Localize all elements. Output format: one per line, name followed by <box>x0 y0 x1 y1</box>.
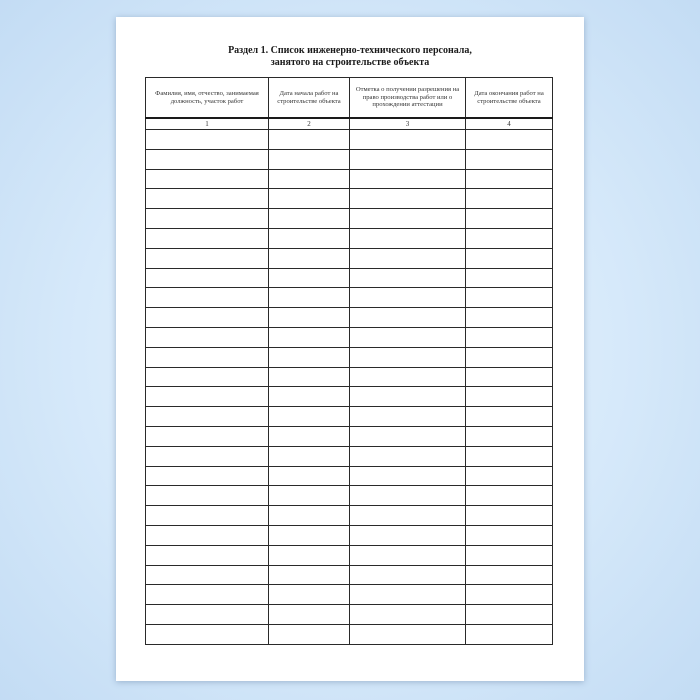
table-cell <box>146 169 269 189</box>
table-cell <box>146 605 269 625</box>
table-row <box>146 268 553 288</box>
table-cell <box>146 466 269 486</box>
table-cell <box>350 347 466 367</box>
table-cell <box>350 248 466 268</box>
table-cell <box>350 268 466 288</box>
table-cell <box>466 189 553 209</box>
table-cell <box>269 367 350 387</box>
table-cell <box>269 466 350 486</box>
table-cell <box>269 228 350 248</box>
table-cell <box>269 209 350 229</box>
table-cell <box>350 387 466 407</box>
table-cell <box>269 605 350 625</box>
table-cell <box>146 426 269 446</box>
table-cell <box>466 565 553 585</box>
table-cell <box>350 407 466 427</box>
table-cell <box>146 387 269 407</box>
table-cell <box>466 545 553 565</box>
table-cell <box>350 624 466 644</box>
table-row <box>146 486 553 506</box>
table-cell <box>350 446 466 466</box>
table-cell <box>350 209 466 229</box>
table-cell <box>466 426 553 446</box>
table-cell <box>146 446 269 466</box>
table-cell <box>350 466 466 486</box>
column-number: 2 <box>269 118 350 130</box>
table-cell <box>269 545 350 565</box>
table-cell <box>466 446 553 466</box>
table-cell <box>146 347 269 367</box>
column-number: 4 <box>466 118 553 130</box>
table-cell <box>269 327 350 347</box>
title-line-1: Раздел 1. Список инженерно-технического персонала, <box>228 45 472 56</box>
table-cell <box>146 228 269 248</box>
table-cell <box>269 268 350 288</box>
table-cell <box>269 308 350 328</box>
table-cell <box>146 288 269 308</box>
table-cell <box>146 268 269 288</box>
column-number-row <box>146 118 553 130</box>
table-cell <box>146 525 269 545</box>
table-row <box>146 189 553 209</box>
table-row <box>146 209 553 229</box>
table-row <box>146 387 553 407</box>
table-row <box>146 288 553 308</box>
table-cell <box>350 308 466 328</box>
document-title <box>116 45 584 69</box>
table-cell <box>350 506 466 526</box>
table-row <box>146 585 553 605</box>
table-cell <box>466 169 553 189</box>
table-cell <box>269 585 350 605</box>
table-cell <box>146 248 269 268</box>
header-start-date: Дата начала работ на строительстве объекта <box>269 78 350 119</box>
table-cell <box>466 327 553 347</box>
table-cell <box>269 565 350 585</box>
table-row <box>146 426 553 446</box>
table-row <box>146 149 553 169</box>
table-cell <box>269 486 350 506</box>
header-full-name-position: Фамилия, имя, отчество, занимаемая должность, участок работ <box>146 78 269 119</box>
table-cell <box>269 288 350 308</box>
table-row <box>146 407 553 427</box>
table-row <box>146 367 553 387</box>
table-cell <box>350 486 466 506</box>
table-row <box>146 169 553 189</box>
table-cell <box>269 525 350 545</box>
table-cell <box>146 149 269 169</box>
table-cell <box>466 268 553 288</box>
table-cell <box>269 149 350 169</box>
title-line-2: занятого на строительстве объекта <box>270 57 430 68</box>
table-cell <box>146 130 269 150</box>
table-cell <box>350 565 466 585</box>
table-row <box>146 347 553 367</box>
table-cell <box>269 347 350 367</box>
table-cell <box>146 308 269 328</box>
table-row <box>146 565 553 585</box>
table-cell <box>350 426 466 446</box>
column-number: 1 <box>146 118 269 130</box>
table-cell <box>466 525 553 545</box>
table-cell <box>269 426 350 446</box>
document-page <box>116 17 584 681</box>
table-body <box>146 118 553 644</box>
table-row <box>146 624 553 644</box>
table-cell <box>350 189 466 209</box>
table-cell <box>269 189 350 209</box>
table-row <box>146 327 553 347</box>
table-cell <box>146 189 269 209</box>
table-cell <box>466 466 553 486</box>
personnel-table <box>145 77 553 645</box>
table-row <box>146 130 553 150</box>
table-row <box>146 308 553 328</box>
table-cell <box>350 327 466 347</box>
table-cell <box>146 565 269 585</box>
table-cell <box>269 169 350 189</box>
table-cell <box>146 545 269 565</box>
table-cell <box>466 130 553 150</box>
table-cell <box>269 446 350 466</box>
table-cell <box>350 525 466 545</box>
table-row <box>146 466 553 486</box>
column-number: 3 <box>350 118 466 130</box>
table-cell <box>350 149 466 169</box>
header-end-date: Дата окончания работ на строительстве объекта <box>466 78 553 119</box>
table-cell <box>466 387 553 407</box>
table-header-row <box>146 78 553 119</box>
table-row <box>146 248 553 268</box>
table-cell <box>146 209 269 229</box>
table-cell <box>466 486 553 506</box>
table-row <box>146 228 553 248</box>
table-cell <box>269 248 350 268</box>
table-cell <box>350 605 466 625</box>
table-cell <box>466 367 553 387</box>
table-cell <box>350 367 466 387</box>
table-cell <box>269 387 350 407</box>
table-cell <box>146 486 269 506</box>
table-cell <box>146 624 269 644</box>
table-cell <box>466 288 553 308</box>
table-cell <box>466 407 553 427</box>
table-cell <box>466 624 553 644</box>
table-cell <box>350 288 466 308</box>
table-cell <box>146 585 269 605</box>
table-cell <box>269 407 350 427</box>
table-cell <box>350 585 466 605</box>
table-cell <box>466 209 553 229</box>
header-permit-mark: Отметка о получении разрешения на право производства работ или о прохождении аттестации <box>350 78 466 119</box>
table-row <box>146 506 553 526</box>
table-row <box>146 446 553 466</box>
table-cell <box>146 407 269 427</box>
table-cell <box>146 327 269 347</box>
table-cell <box>269 624 350 644</box>
table-cell <box>466 149 553 169</box>
table-row <box>146 525 553 545</box>
table-cell <box>466 248 553 268</box>
table-row <box>146 605 553 625</box>
table-cell <box>466 308 553 328</box>
table-cell <box>146 506 269 526</box>
table-cell <box>146 367 269 387</box>
table-cell <box>466 605 553 625</box>
table-cell <box>466 585 553 605</box>
table-cell <box>350 545 466 565</box>
table-cell <box>350 228 466 248</box>
table-row <box>146 545 553 565</box>
table-cell <box>269 506 350 526</box>
table-cell <box>269 130 350 150</box>
table-cell <box>466 228 553 248</box>
table-cell <box>350 169 466 189</box>
table-cell <box>466 506 553 526</box>
table-cell <box>466 347 553 367</box>
table-cell <box>350 130 466 150</box>
